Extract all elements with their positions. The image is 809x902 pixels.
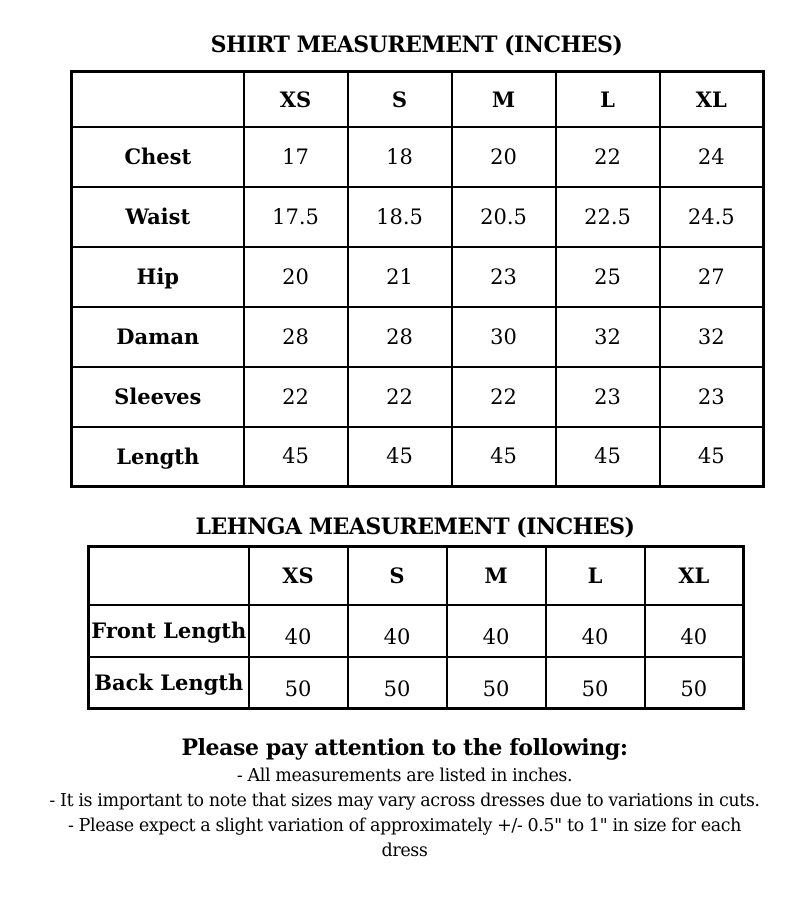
row-label: Back Length bbox=[89, 657, 249, 709]
value-cell: 32 bbox=[556, 307, 660, 367]
shirt-row-waist bbox=[72, 187, 764, 247]
note-item: - Please expect a slight variation of approximately +/- 0.5" to 1" in size for each dress bbox=[67, 816, 742, 861]
value-cell: 20 bbox=[452, 127, 556, 187]
shirt-table-title: SHIRT MEASUREMENT (INCHES) bbox=[210, 32, 623, 58]
lehnga-corner-cell bbox=[89, 547, 249, 605]
shirt-row-hip bbox=[72, 247, 764, 307]
value-cell: 23 bbox=[556, 367, 660, 427]
row-label: Sleeves bbox=[72, 367, 244, 427]
shirt-size-header-l: L bbox=[556, 72, 660, 127]
shirt-corner-cell bbox=[72, 72, 244, 127]
notes-heading: Please pay attention to the following: bbox=[181, 735, 628, 761]
lehnga-size-header-xl: XL bbox=[645, 547, 744, 605]
value-cell: 24.5 bbox=[660, 187, 764, 247]
lehnga-table-title: LEHNGA MEASUREMENT (INCHES) bbox=[195, 514, 635, 540]
value-cell: 22 bbox=[348, 367, 452, 427]
value-cell: 22 bbox=[556, 127, 660, 187]
row-label: Length bbox=[72, 427, 244, 487]
value-cell: 45 bbox=[660, 427, 764, 487]
row-label: Chest bbox=[72, 127, 244, 187]
row-label: Waist bbox=[72, 187, 244, 247]
value-cell: 30 bbox=[452, 307, 556, 367]
shirt-row-chest bbox=[72, 127, 764, 187]
lehnga-row-back-length bbox=[89, 657, 744, 709]
value-cell: 40 bbox=[348, 605, 447, 657]
value-cell: 24 bbox=[660, 127, 764, 187]
lehnga-size-header-s: S bbox=[348, 547, 447, 605]
shirt-row-length bbox=[72, 427, 764, 487]
lehnga-size-header-l: L bbox=[546, 547, 645, 605]
value-cell: 50 bbox=[645, 657, 744, 709]
notes-list bbox=[0, 764, 809, 864]
shirt-row-daman bbox=[72, 307, 764, 367]
value-cell: 40 bbox=[447, 605, 546, 657]
value-cell: 17.5 bbox=[244, 187, 348, 247]
value-cell: 23 bbox=[660, 367, 764, 427]
value-cell: 20 bbox=[244, 247, 348, 307]
value-cell: 28 bbox=[244, 307, 348, 367]
value-cell: 18.5 bbox=[348, 187, 452, 247]
lehnga-measurement-table bbox=[87, 545, 745, 710]
lehnga-row-front-length bbox=[89, 605, 744, 657]
value-cell: 22 bbox=[244, 367, 348, 427]
value-cell: 45 bbox=[244, 427, 348, 487]
shirt-row-sleeves bbox=[72, 367, 764, 427]
value-cell: 45 bbox=[348, 427, 452, 487]
value-cell: 50 bbox=[348, 657, 447, 709]
value-cell: 21 bbox=[348, 247, 452, 307]
value-cell: 22 bbox=[452, 367, 556, 427]
value-cell: 25 bbox=[556, 247, 660, 307]
lehnga-size-header-xs: XS bbox=[249, 547, 348, 605]
value-cell: 22.5 bbox=[556, 187, 660, 247]
value-cell: 45 bbox=[556, 427, 660, 487]
lehnga-size-header-m: M bbox=[447, 547, 546, 605]
shirt-header-row bbox=[72, 72, 764, 127]
value-cell: 27 bbox=[660, 247, 764, 307]
shirt-size-header-m: M bbox=[452, 72, 556, 127]
value-cell: 50 bbox=[546, 657, 645, 709]
shirt-size-header-xl: XL bbox=[660, 72, 764, 127]
notes-section bbox=[0, 734, 809, 864]
lehnga-header-row bbox=[89, 547, 744, 605]
note-item: - It is important to note that sizes may vary across dresses due to variations in cuts. bbox=[49, 791, 760, 811]
value-cell: 32 bbox=[660, 307, 764, 367]
value-cell: 50 bbox=[249, 657, 348, 709]
value-cell: 40 bbox=[546, 605, 645, 657]
row-label: Front Length bbox=[89, 605, 249, 657]
row-label: Daman bbox=[72, 307, 244, 367]
value-cell: 45 bbox=[452, 427, 556, 487]
value-cell: 50 bbox=[447, 657, 546, 709]
value-cell: 20.5 bbox=[452, 187, 556, 247]
value-cell: 17 bbox=[244, 127, 348, 187]
value-cell: 40 bbox=[645, 605, 744, 657]
shirt-size-header-xs: XS bbox=[244, 72, 348, 127]
row-label: Hip bbox=[72, 247, 244, 307]
shirt-measurement-table bbox=[70, 70, 765, 488]
value-cell: 40 bbox=[249, 605, 348, 657]
value-cell: 28 bbox=[348, 307, 452, 367]
shirt-size-header-s: S bbox=[348, 72, 452, 127]
note-item: - All measurements are listed in inches. bbox=[236, 766, 573, 786]
value-cell: 23 bbox=[452, 247, 556, 307]
value-cell: 18 bbox=[348, 127, 452, 187]
